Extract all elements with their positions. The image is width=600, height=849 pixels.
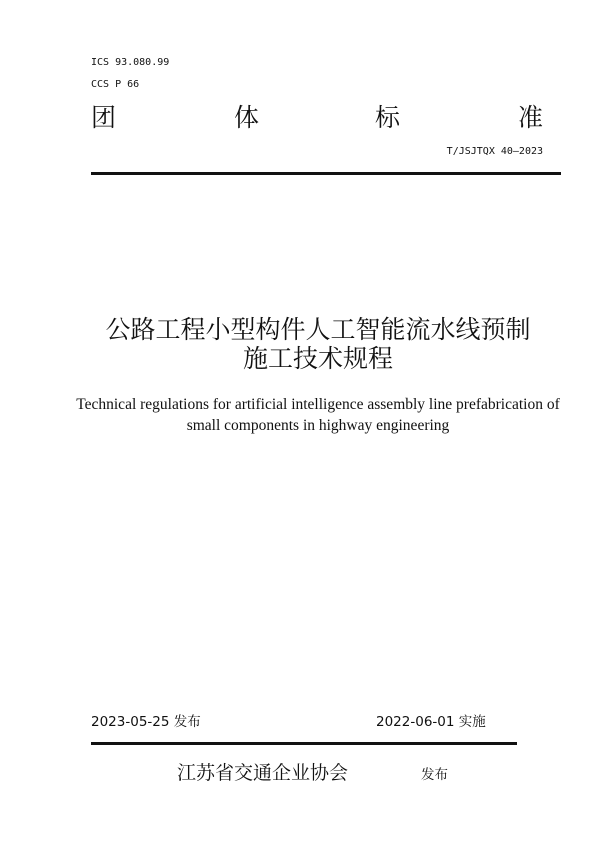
title-en-line1: Technical regulations for artificial intelligence assembly line prefabrication of	[76, 396, 560, 413]
title-zh-line1: 公路工程小型构件人工智能流水线预制	[105, 315, 531, 344]
implement-date: 2022-06-01 实施	[376, 714, 486, 730]
standard-number: T/JSJTQX 40—2023	[446, 146, 543, 157]
ccs-code: CCS P 66	[91, 79, 140, 90]
publish-date: 2023-05-25 发布	[91, 714, 201, 730]
title-en-line2: small components in highway engineering	[186, 417, 450, 434]
header-divider	[91, 172, 561, 175]
footer-divider	[91, 742, 517, 745]
standard-type-char-4: 准	[518, 103, 544, 132]
publisher-name: 江苏省交通企业协会	[177, 762, 349, 784]
publish-label: 发布	[421, 767, 448, 783]
standard-type-char-3: 标	[375, 103, 401, 132]
standard-type-char-1: 团	[91, 103, 117, 132]
title-zh-line2: 施工技术规程	[242, 344, 393, 373]
ics-code: ICS 93.080.99	[91, 57, 170, 68]
standard-type-char-2: 体	[234, 103, 260, 132]
